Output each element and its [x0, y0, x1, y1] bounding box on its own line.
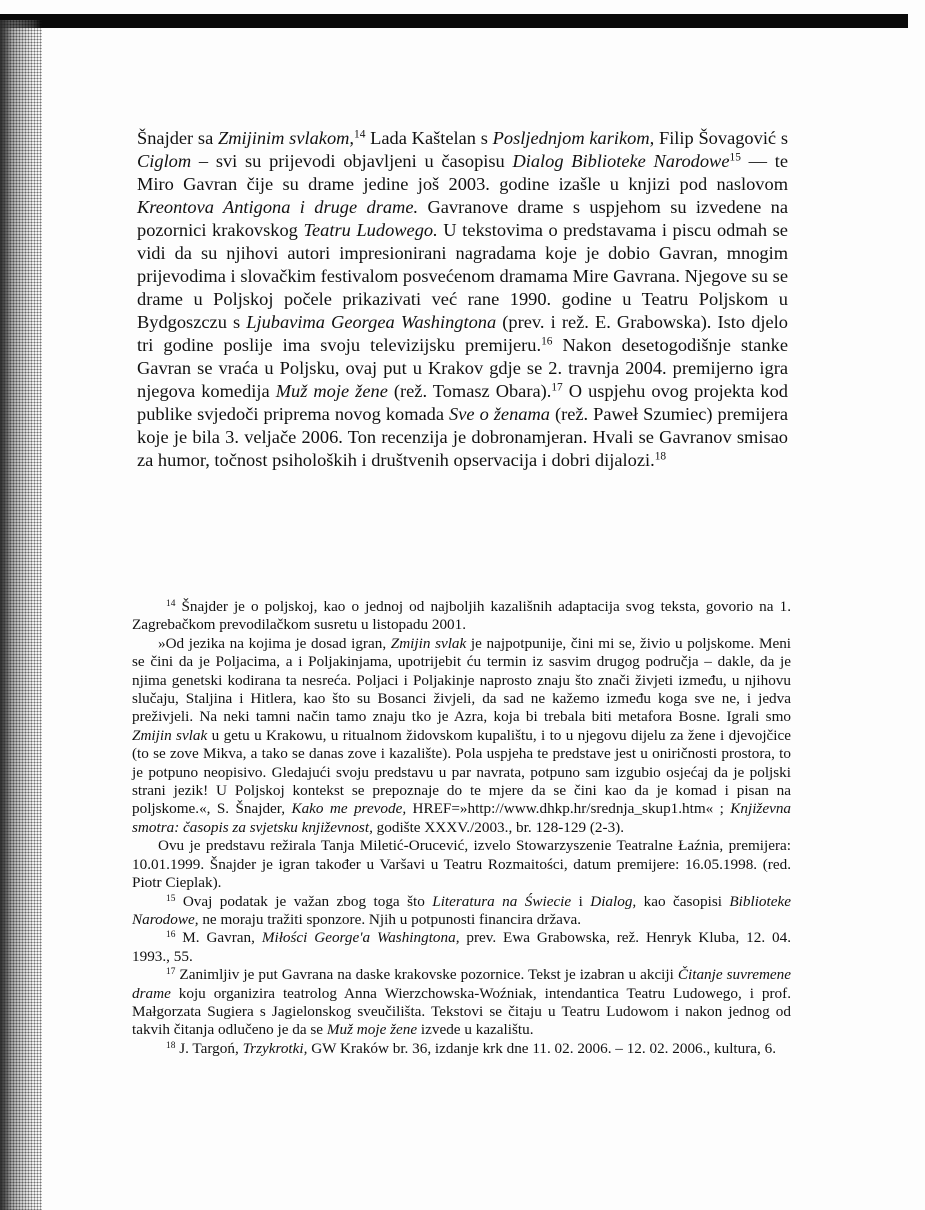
footnote-text: Ovu je predstavu režirala Tanja Miletić-Orucević, izvelo Stowarzyszenie Teatralne Łaźnia, premijera: 10.01.1999. Šnajder je igran također u Varšavi u Teatru Rozmaitości, datum premijere: 16.05.1998. (red. Piotr Cieplak). [132, 837, 791, 892]
footnote-ref-17: 17 [551, 381, 563, 394]
title-italic: Muž moje žene [275, 381, 388, 401]
footnote-16 [132, 929, 791, 966]
footnote-text: koju organizira teatrolog Anna Wierzchowska-Woźniak, intendantica Teatru Ludowego, i prof. Małgorzata Sugiera s Jagielonskog sveučilišta. Tekstovi se čitaju u Teatru Ludowom i nakon jednog od takvih čitanja odlučeno je da se [132, 984, 791, 1039]
title-italic: Zmijin svlak [132, 726, 208, 744]
footnote-text: M. Gavran, [175, 929, 262, 947]
title-italic: Biblioteke Narodowe, [132, 892, 791, 928]
footnote-number: 15 [166, 893, 176, 904]
title-italic: Književna smotra: časopis za svjetsku književnost, [132, 800, 792, 836]
text-span: Nakon desetogodišnje stanke Gavran se vraća u Poljsku, ovaj put u Krakov gdje se 2. travnja 2004. premijerno igra njegova komedija [137, 335, 788, 401]
footnote-text: u getu u Krakowu, u ritualnom židovskom kupalištu, i to u njegovu dijelu za žene i djevojčice (to se zove Mikva, a tako se danas zove i kazalište). Pola uspjeha te predstave jest u oniričnosti prostora, to je potpuno neopisivo. Gledajući svoju predstavu u par navrata, potpuno sam izgubio osjećaj da je poljski strani jezik! U Poljskoj kontekst se prepoznaje do te mjere da se čini kao da je komad i pisan na poljskome.«, S. Šnajder, [132, 726, 792, 818]
text-span: (rež. Tomasz Obara). [387, 381, 552, 401]
text-span: Gavranove drame s uspjehom su izvedene na pozornici krakovskog [137, 197, 788, 240]
footnotes-section [132, 598, 791, 1058]
text-span: (prev. i rež. E. Grabowska). Isto djelo tri godine poslije ima svoju televizijsku premijeru. [137, 312, 788, 355]
title-italic: Kreontova Antigona i druge drame. [137, 197, 419, 217]
title-italic: Dialog, [590, 892, 637, 910]
text-span: Lada Kaštelan s [365, 128, 493, 148]
footnote-14-quote [132, 635, 791, 837]
text-span: — te Miro Gavran čije su drame jedine još 2003. godine izašle u knjizi pod naslovom [137, 151, 789, 194]
footnote-number: 18 [166, 1040, 176, 1051]
title-italic: Trzykrotki, [242, 1039, 308, 1057]
text-span: Filip Šovagović s [654, 128, 788, 148]
text-span: (rež. Paweł Szumiec) premijera koje je bila 3. veljače 2006. Ton recenzija je dobronamjeran. Hvali se Gavranov smisao za humor, točnost psiholoških i društvenih opservacija i dobri dijalozi. [137, 404, 788, 470]
title-italic: Posljednjom karikom, [492, 128, 655, 148]
body-paragraph [137, 127, 788, 472]
title-italic: Ciglom [137, 151, 192, 171]
footnote-text: J. Targoń, [175, 1039, 243, 1057]
footnote-number: 14 [166, 598, 176, 609]
footnote-text: kao časopisi [636, 892, 730, 910]
footnote-text: izvede u kazalištu. [417, 1021, 534, 1039]
footnote-text: ne moraju tražiti sponzore. Njih u potpunosti financira država. [198, 910, 582, 928]
footnote-text: je najpotpunije, čini mi se, živio u poljskome. Meni se čini da je Poljacima, a i Poljakinjama, upotrijebit ću termin iz sasvim drugog područja – dakle, da je njima genetski kodirana ta nesreća. Poljaci i Poljakinje naprosto znaju što znači živjeti između, u njihovu slučaju, Staljina i Hitlera, kao što su Bosanci živjeli, da sad ne kažemo između koga sve ne, i jedva preživjeli. Na neki tamni način tamo znaju tko je Azra, koja bi trebala biti metafora Bosne. Igrali smo [132, 634, 792, 726]
text-span: U tekstovima o predstavama i piscu odmah se vidi da su njihovi autori impresionirani nagradama koje je dobio Gavran, mnogim prijevodima i slovačkim festivalom posvećenom dramama Mire Gavrana. Njegove su se drame u Poljskoj počele prikazivati već rane 1990. godine u Teatru Poljskom u Bydgoszczu s [137, 220, 788, 332]
scan-binding-edge [0, 20, 10, 1210]
text-span: O uspjehu ovog projekta kod publike svjedoči pripremа novog komada [137, 381, 788, 424]
title-italic: Kako me prevode, [291, 800, 407, 818]
footnote-18 [132, 1040, 791, 1058]
footnote-ref-15: 15 [729, 151, 741, 164]
title-italic: Miłości George'a Washingtona, [261, 929, 460, 947]
title-italic: Literatura na Świecie [432, 892, 572, 910]
footnote-text: Ovaj podatak je važan zbog toga što [175, 892, 433, 910]
title-italic: Muž moje žene [326, 1021, 418, 1039]
title-italic: Dialog Biblioteke Narodowe [512, 151, 730, 171]
footnote-15 [132, 893, 791, 930]
scan-top-edge [0, 14, 908, 28]
footnote-text: HREF=»http://www.dhkp.hr/srednja_skup1.htm« ; [406, 800, 731, 818]
title-italic: Zmijin svlak [390, 634, 467, 652]
footnote-14-staging [132, 837, 791, 892]
title-italic: Teatru Ludowego. [303, 220, 438, 240]
footnote-text: godište XXXV./2003., br. 128-129 (2-3). [372, 818, 625, 836]
footnote-ref-14: 14 [354, 128, 366, 141]
footnote-text: prev. Ewa Grabowska, rež. Henryk Kluba, 12. 04. 1993., 55. [132, 929, 791, 965]
footnote-17 [132, 966, 791, 1040]
main-paragraph [137, 127, 788, 472]
footnote-ref-16: 16 [541, 335, 553, 348]
title-italic: Zmijinim svlakom, [218, 128, 355, 148]
footnote-text: Šnajder je o poljskoj, kao o jednoj od najboljih kazališnih adaptacija svog teksta, govorio na 1. Zagrebačkom prevodilačkom susretu u listopadu 2001. [132, 598, 791, 634]
text-span: Šnajder sa [137, 128, 218, 148]
footnote-14 [132, 598, 791, 635]
footnote-text: Zanimljiv je put Gavrana na daske krakovske pozornice. Tekst je izabran u akciji [175, 966, 678, 984]
footnote-text: GW Kraków br. 36, izdanje krk dne 11. 02. 2006. – 12. 02. 2006., kultura, 6. [307, 1039, 777, 1057]
title-italic: Čitanje suvremene drame [132, 966, 791, 1002]
footnote-number: 16 [166, 930, 176, 941]
footnote-ref-18: 18 [654, 450, 667, 463]
title-italic: Ljubavima Georgea Washingtona [246, 312, 497, 332]
footnote-text: »Od jezika na kojima je dosad igran, [158, 634, 391, 652]
text-span: – svi su prijevodi objavljeni u časopisu [191, 151, 513, 171]
footnote-number: 17 [166, 966, 176, 977]
footnote-text: i [571, 892, 591, 910]
title-italic: Sve o ženama [449, 404, 550, 424]
